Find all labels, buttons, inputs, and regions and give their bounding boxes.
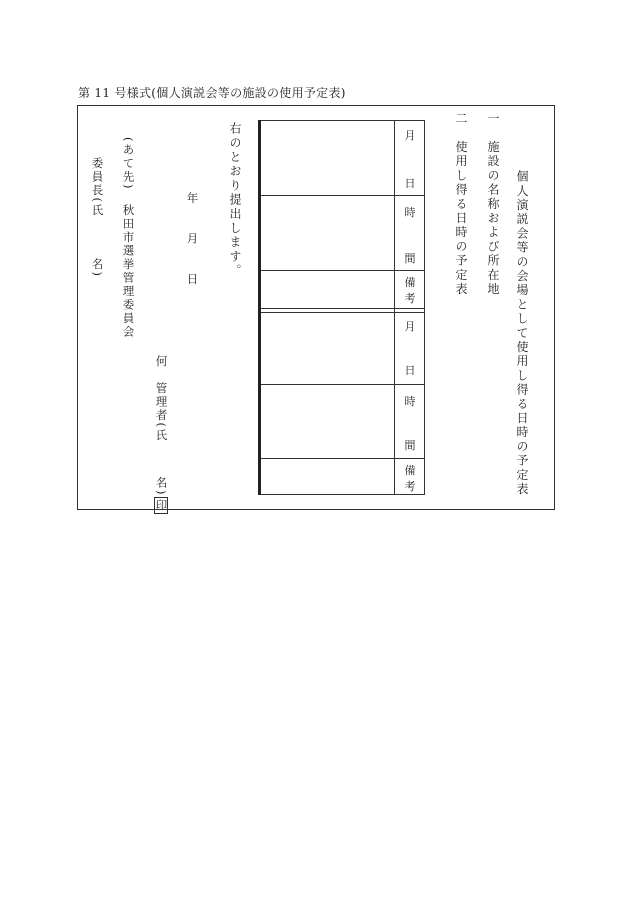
addressee: (あて先) 秋田市選挙管理委員会 bbox=[121, 137, 136, 339]
form-title: 第 11 号様式(個人演説会等の施設の使用予定表) bbox=[78, 86, 346, 100]
header-remarks-cell bbox=[395, 270, 425, 308]
committee-chair: 委員長(氏 名) bbox=[90, 157, 105, 278]
header-remarks-cell bbox=[395, 458, 425, 495]
header-time-2: 間 bbox=[404, 439, 416, 452]
header-remarks-2: 考 bbox=[404, 292, 416, 305]
manager-name-close: 名) bbox=[154, 476, 169, 497]
manager-label: 何 管理者(氏 bbox=[154, 355, 169, 443]
schedule-table bbox=[258, 120, 425, 495]
header-time-1: 時 bbox=[404, 206, 416, 219]
item-schedule: 二 使用し得る日時の予定表 bbox=[454, 112, 468, 297]
header-remarks-2: 考 bbox=[404, 480, 416, 493]
header-time-cell bbox=[395, 384, 425, 458]
header-time-1: 時 bbox=[404, 395, 416, 408]
header-remarks-1: 備 bbox=[404, 464, 416, 477]
submission-date: 年 月 日 bbox=[185, 192, 200, 287]
header-time-2: 間 bbox=[404, 252, 416, 265]
document-heading: 個人演説会等の会場として使用し得る日時の予定表 bbox=[515, 170, 529, 497]
header-date-cell bbox=[395, 120, 425, 195]
manager-signature bbox=[154, 355, 168, 514]
header-day: 日 bbox=[404, 364, 416, 377]
header-date-cell bbox=[395, 311, 425, 384]
header-month: 月 bbox=[404, 129, 416, 142]
header-remarks-1: 備 bbox=[404, 276, 416, 289]
header-time-cell bbox=[395, 195, 425, 270]
submission-statement: 右のとおり提出します。 bbox=[228, 122, 242, 279]
seal-stamp: 印 bbox=[154, 498, 169, 512]
header-month: 月 bbox=[404, 320, 416, 333]
header-day: 日 bbox=[404, 177, 416, 190]
item-facility-name: 一 施設の名称および所在地 bbox=[486, 112, 500, 297]
